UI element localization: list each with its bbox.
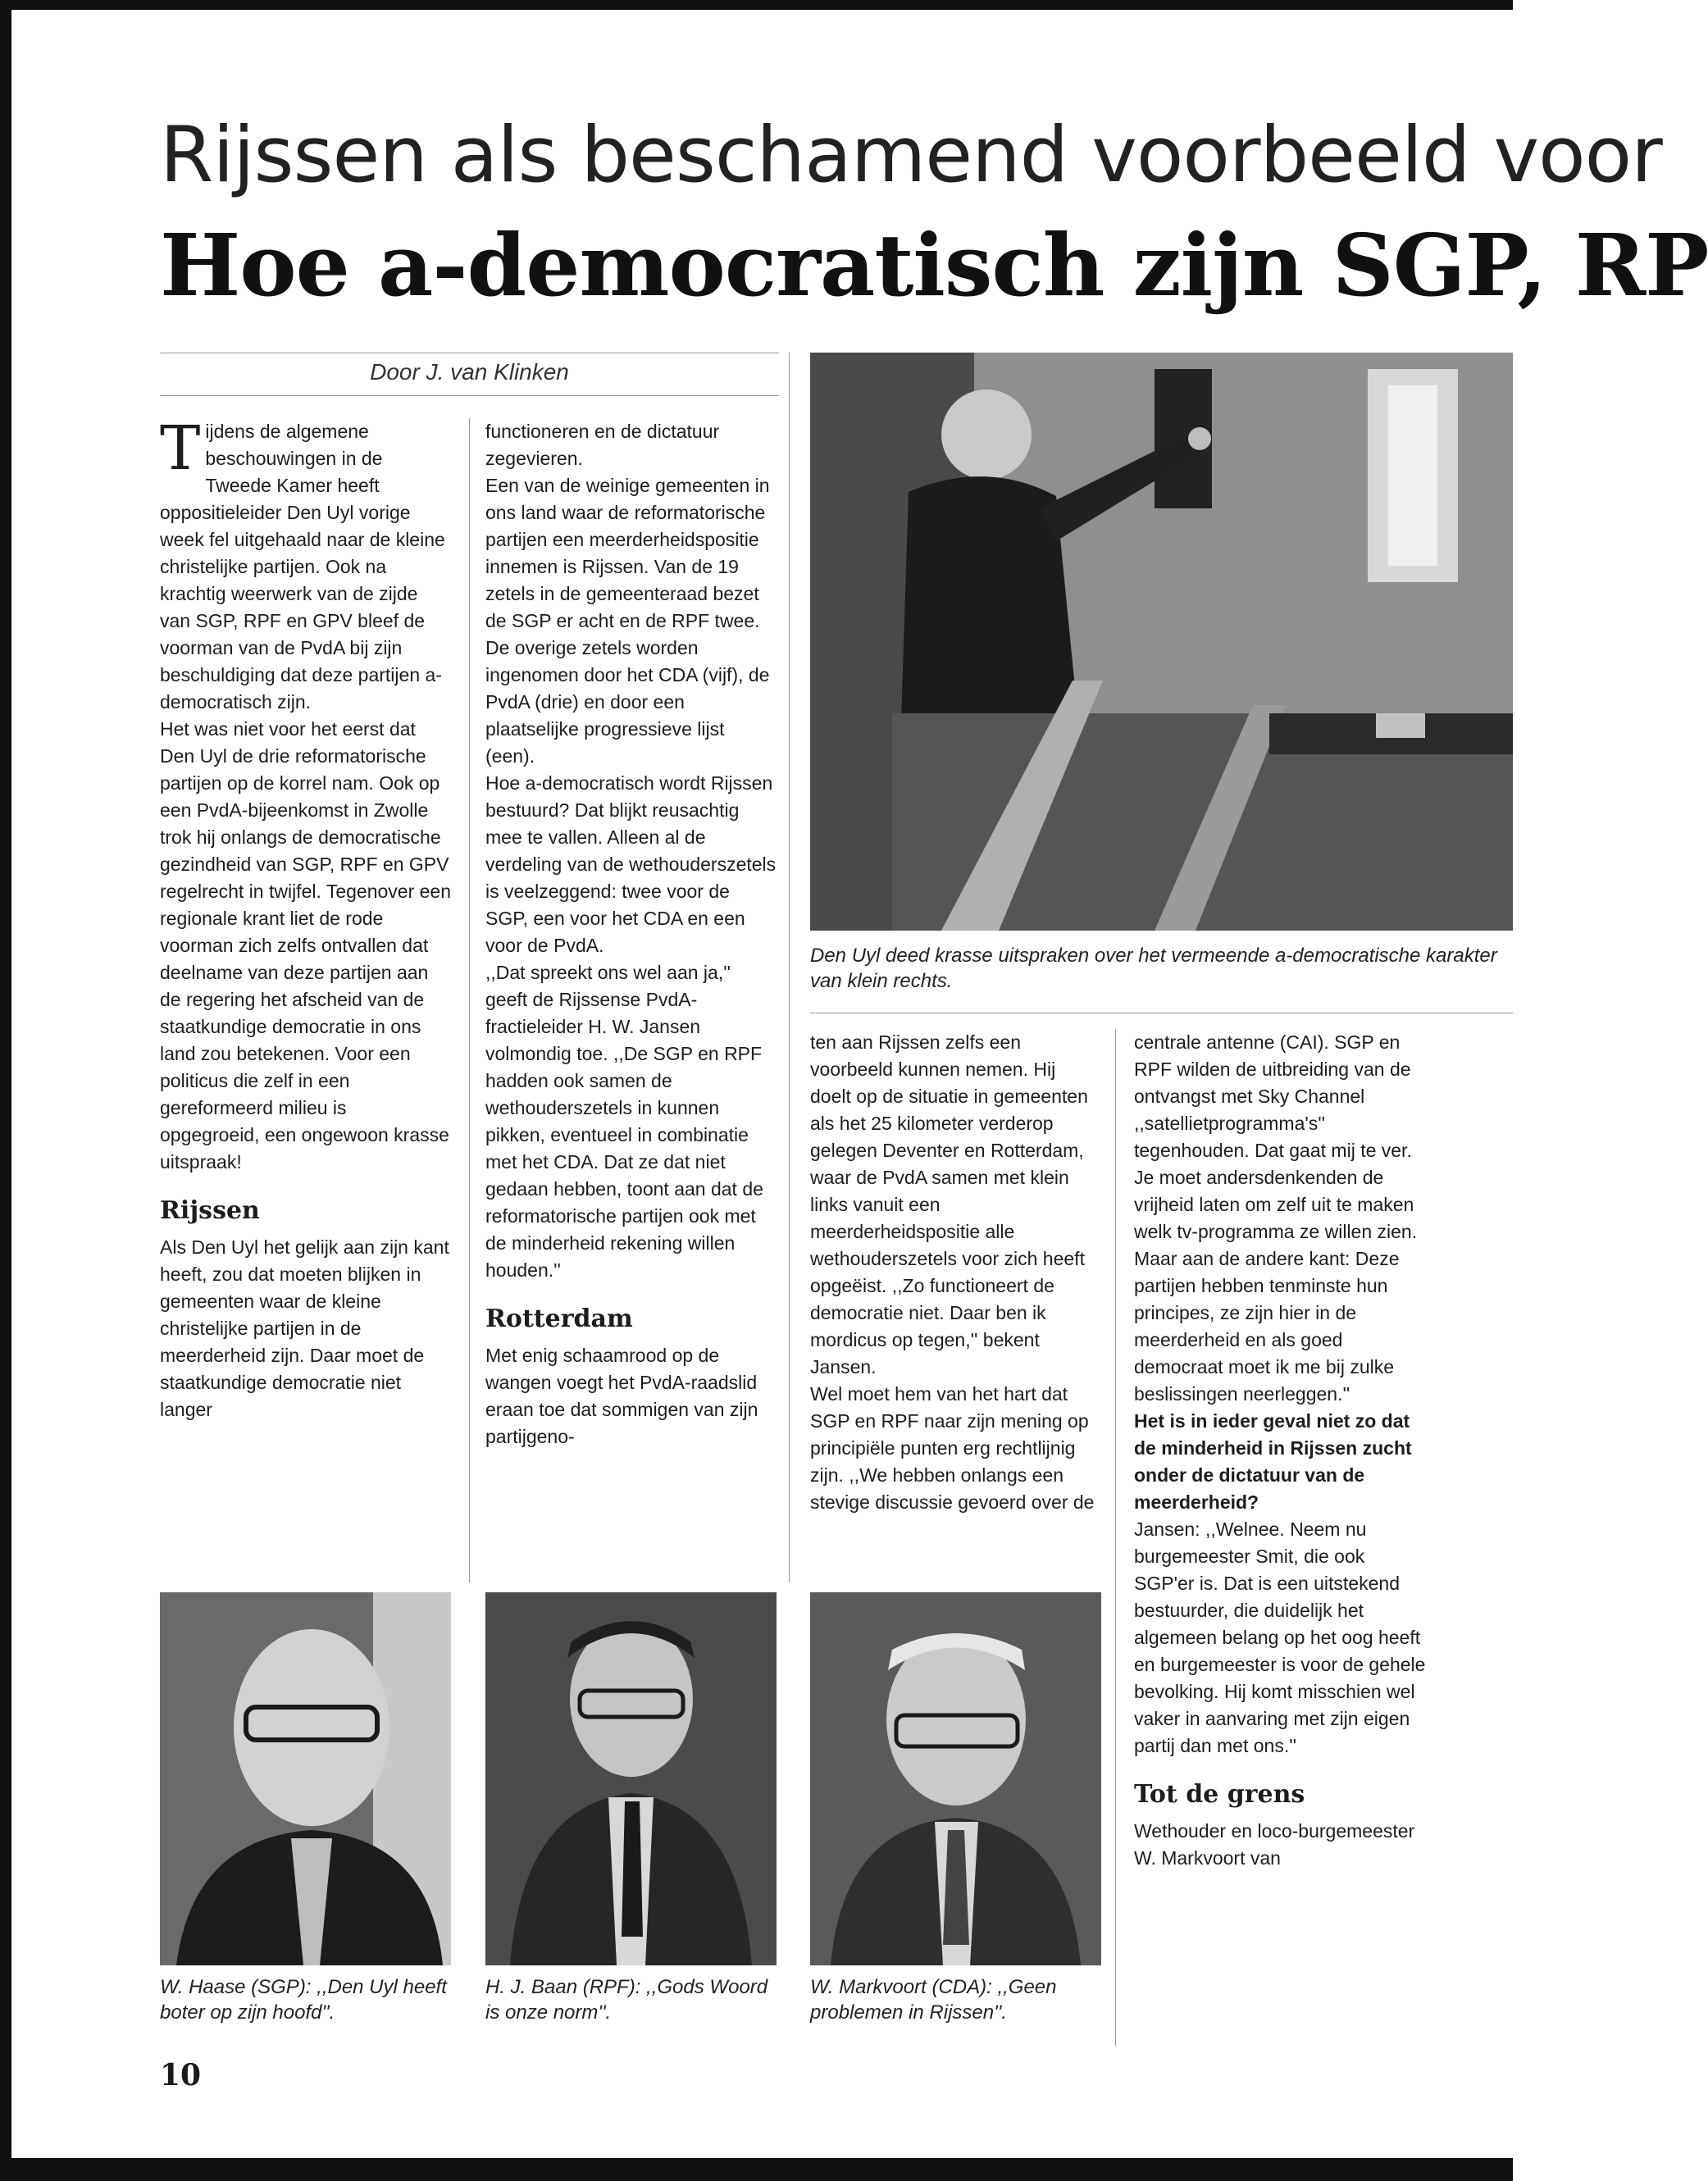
paragraph: Wethouder en loco-burgemeester W. Markvoort van: [1134, 1820, 1415, 1869]
byline: Door J. van Klinken: [370, 359, 569, 385]
article-column-1: [160, 413, 452, 1423]
column-divider: [1115, 1029, 1116, 2046]
article-column-4: [1134, 1029, 1429, 1872]
dropcap: T: [160, 413, 201, 484]
photo-den-uyl-speech: [810, 353, 1513, 931]
portrait-baan: [485, 1592, 777, 1965]
portrait-markvoort: [810, 1592, 1101, 1965]
photo-w-markvoort: [810, 1592, 1101, 1965]
paragraph: Als Den Uyl het gelijk aan zijn kant heeft, zou dat moeten blijken in gemeenten waar de kleine christelijke partijen in de meerderheid zijn. Daar moet de staatkundige democratie niet langer: [160, 1236, 449, 1420]
byline-rule-bottom: [160, 395, 779, 396]
subheading-rijssen: Rijssen: [160, 1196, 260, 1225]
paragraph: ijdens de algemene beschouwingen in de Tweede Kamer heeft oppositieleider Den Uyl vorige week fel uitgehaald naar de kleine christelijke partijen. Ook na krachtig weerwerk van de zijde van SGP, RPF en GPV bleef de voorman van de PvdA bij zijn beschuldiging dat deze partijen a-democratisch zijn.: [160, 421, 445, 713]
subheading-rotterdam: Rotterdam: [485, 1305, 633, 1333]
headline-title: Hoe a-democratisch zijn SGP, RP: [160, 215, 1708, 316]
page-number: 10: [160, 2058, 202, 2092]
paragraph-question: Het is in ieder geval niet zo dat de minderheid in Rijssen zucht onder de dictatuur van de meerderheid?: [1134, 1410, 1412, 1513]
paragraph: Jansen: ,,Welnee. Neem nu burgemeester Smit, die ook SGP'er is. Dat is een uitstekend bestuurder, die duidelijk het algemeen belang op het oog heeft en burgemeester is voor de gehele bevolking. Hij komt misschien wel vaker in aanvaring met zijn eigen partij dan met ons.'': [1134, 1519, 1426, 1756]
paragraph: ten aan Rijssen zelfs een voorbeeld kunnen nemen. Hij doelt op de situatie in gemeenten als het 25 kilometer verderop gelegen Deventer en Rotterdam, waar de PvdA samen met klein links vanuit een meerderheidspositie alle wethouderszetels voor zich heeft opgeëist. ,,Zo functioneert de democratie niet. Daar ben ik mordicus op tegen,'' bekent Jansen.: [810, 1031, 1088, 1377]
column-divider: [469, 418, 470, 1582]
paragraph: Wel moet hem van het hart dat SGP en RPF naar zijn mening op principiële punten erg rechtlijnig zijn. ,,We hebben onlangs een stevige discussie gevoerd over de: [810, 1383, 1095, 1513]
caption-haase: W. Haase (SGP): ,,Den Uyl heeft boter op zijn hoofd''.: [160, 1976, 447, 2024]
headline-kicker: Rijssen als beschamend voorbeeld voor: [160, 111, 1662, 200]
paragraph: functioneren en de dictatuur zegevieren.: [485, 421, 720, 469]
paragraph: Hoe a-democratisch wordt Rijssen bestuurd? Dat blijkt reusachtig mee te vallen. Alleen al de verdeling van de wethouderszetels is veelzeggend: twee voor de SGP, een voor het CDA en een voor de PvdA.: [485, 772, 777, 956]
photo-w-haase: [160, 1592, 451, 1965]
main-photo-caption: Den Uyl deed krasse uitspraken over het vermeende a-democratische karakter van klein rechts.: [810, 945, 1497, 992]
portrait-haase: [160, 1592, 451, 1965]
subheading-tot-de-grens: Tot de grens: [1134, 1780, 1305, 1809]
paragraph: Het was niet voor het eerst dat Den Uyl de drie reformatorische partijen op de korrel nam. Ook op een PvdA-bijeenkomst in Zwolle trok hij onlangs de democratische gezindheid van SGP, RPF en GPV regelrecht in twijfel. Tegenover een regionale krant liet de rode voorman zich zelfs ontvallen dat deelname van deze partijen aan de regering het afscheid van de staatkundige democratie in ons land zou betekenen. Voor een politicus die zelf in een gereformeerd milieu is opgegroeid, een ongewoon krasse uitspraak!: [160, 718, 452, 1172]
paragraph: centrale antenne (CAI). SGP en RPF wilden de uitbreiding van de ontvangst met Sky Channel ,,satellietprogramma's'' tegenhouden. Dat gaat mij te ver. Je moet andersdenkenden de vrijheid laten om zelf uit te maken welk tv-programma ze willen zien. Maar aan de andere kant: Deze partijen hebben tenminste hun principes, ze zijn hier in de meerderheid en als goed democraat moet ik me bij zulke beslissingen neerleggen.'': [1134, 1031, 1418, 1405]
photo-hj-baan: [485, 1592, 777, 1965]
bottom-border: [0, 2158, 1513, 2181]
caption-baan: H. J. Baan (RPF): ,,Gods Woord is onze norm''.: [485, 1976, 768, 2024]
top-border: [0, 0, 1513, 10]
paragraph: Met enig schaamrood op de wangen voegt het PvdA-raadslid eraan toe dat sommigen van zijn partijgeno-: [485, 1345, 758, 1447]
main-photo: [810, 353, 1513, 931]
article-column-3: [810, 1029, 1101, 1516]
column-divider: [789, 353, 790, 1582]
caption-markvoort: W. Markvoort (CDA): ,,Geen problemen in Rijssen''.: [810, 1976, 1057, 2024]
left-border: [0, 0, 11, 2181]
paragraph: Een van de weinige gemeenten in ons land waar de reformatorische partijen een meerderheidspositie innemen is Rijssen. Van de 19 zetels in de gemeenteraad bezet de SGP er acht en de RPF twee. De overige zetels worden ingenomen door het CDA (vijf), de PvdA (drie) en door een plaatselijke progressieve lijst (een).: [485, 475, 770, 767]
paragraph: ,,Dat spreekt ons wel aan ja,'' geeft de Rijssense PvdA-fractieleider H. W. Jansen volmondig toe. ,,De SGP en RPF hadden ook samen de wethouderszetels in kunnen pikken, eventueel in combinatie met het CDA. Dat ze dat niet gedaan hebben, toont aan dat de reformatorische partijen ook met de minderheid rekening willen houden.'': [485, 962, 763, 1281]
article-column-2: [485, 418, 777, 1450]
